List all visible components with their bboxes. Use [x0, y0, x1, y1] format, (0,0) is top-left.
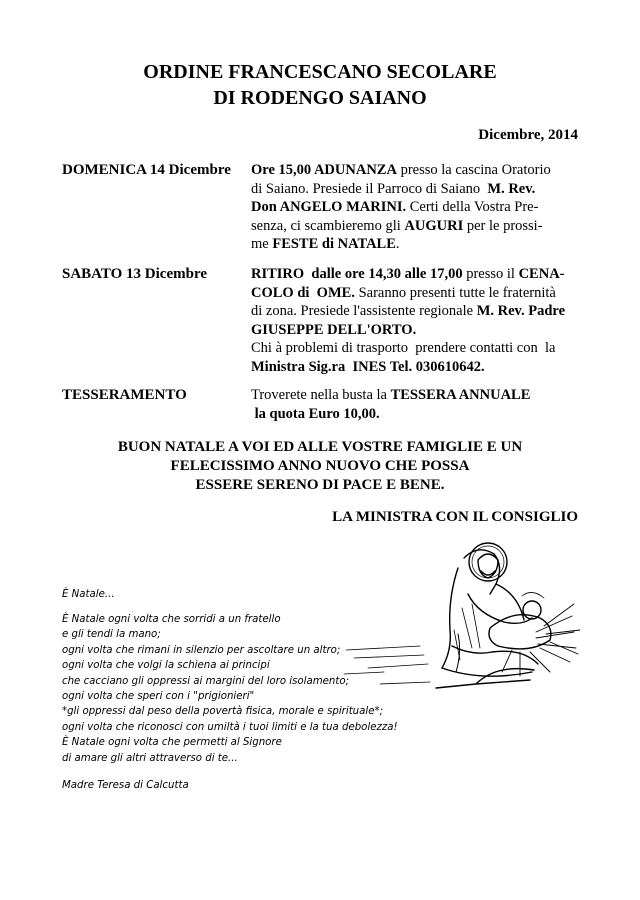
poem-line: È Natale ogni volta che sorridi a un fratello — [62, 614, 281, 625]
event-line: Ministra Sig.ra INES Tel. 030610642. — [251, 358, 485, 375]
event-line: Ore 15,00 ADUNANZA presso la cascina Oratorio — [251, 162, 551, 178]
poem-line: ogni volta che volgi la schiena ai principi — [62, 660, 270, 672]
event-line: di zona. Presiede l'assistente regionale M. Rev. Padre — [251, 303, 566, 320]
event-line: senza, ci scambieremo gli AUGURI per le prossi- — [251, 217, 543, 234]
poem-line: di amare gli altri attraverso di te... — [62, 752, 238, 764]
nativity-sketch-icon — [340, 538, 580, 698]
event-text-tesseramento — [251, 386, 581, 423]
event-text-sabato — [251, 265, 581, 377]
event-line: Troverete nella busta la TESSERA ANNUALE — [251, 387, 531, 403]
poem-line: ogni volta che speri con i "prigionieri" — [62, 691, 255, 703]
event-line: GIUSEPPE DELL'ORTO. — [251, 321, 417, 338]
poem-line: *gli oppressi dal peso della povertà fisica, morale e spirituale*; — [62, 706, 384, 718]
event-label-tesseramento: TESSERAMENTO — [62, 387, 187, 403]
event-label-domenica: DOMENICA 14 Dicembre — [62, 162, 231, 178]
event-line: Chi à problemi di trasporto prendere contatti con la — [251, 340, 556, 357]
poem-line: ogni volta che riconosci con umiltà i tuoi limiti e la tua debolezza! — [62, 721, 398, 733]
poem-author: Madre Teresa di Calcutta — [62, 780, 189, 791]
event-text-domenica — [251, 161, 581, 254]
document-date: Dicembre, 2014 — [478, 127, 578, 143]
poem-line: ogni volta che rimani in silenzio per ascoltare un altro; — [62, 644, 341, 656]
poem-line: È Natale ogni volta che permetti al Signore — [62, 737, 282, 749]
document-title-line-2: DI RODENGO SAIANO — [213, 87, 427, 109]
greeting-line-1: BUON NATALE A VOI ED ALLE VOSTRE FAMIGLIE E UN — [117, 439, 523, 455]
event-line: di Saiano. Presiede il Parroco di Saiano M. Rev. — [251, 180, 536, 197]
event-line: RITIRO dalle ore 14,30 alle 17,00 presso il CENA- — [251, 266, 565, 282]
event-line: COLO di OME. Saranno presenti tutte le fraternità — [251, 284, 556, 301]
event-line: la quota Euro 10,00. — [251, 405, 380, 422]
poem-title: È Natale... — [62, 589, 115, 600]
poem-line: e gli tendi la mano; — [62, 629, 161, 641]
event-line: me FESTE di NATALE. — [251, 236, 400, 253]
poem-line: che cacciano gli oppressi ai margini del loro isolamento; — [62, 675, 350, 687]
event-line: Don ANGELO MARINI. Certi della Vostra Pre- — [251, 199, 539, 216]
greeting-line-3: ESSERE SERENO DI PACE E BENE. — [195, 477, 445, 493]
signature: LA MINISTRA CON IL CONSIGLIO — [332, 509, 578, 525]
document-title-line-1: ORDINE FRANCESCANO SECOLARE — [143, 61, 497, 83]
greeting-line-2: FELECISSIMO ANNO NUOVO CHE POSSA — [170, 458, 470, 474]
event-label-sabato: SABATO 13 Dicembre — [62, 266, 207, 282]
